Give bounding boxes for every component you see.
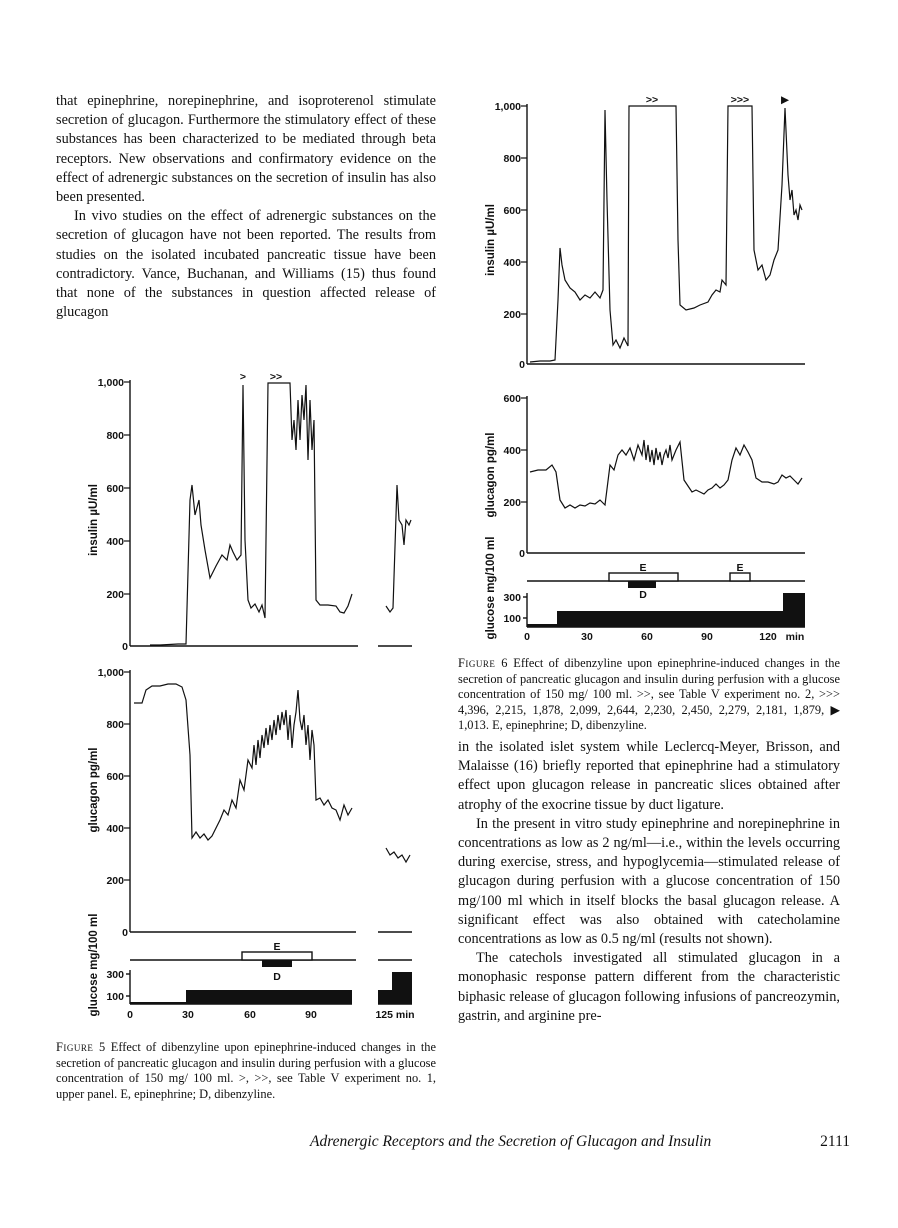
insulin-tick: 800 — [106, 430, 124, 442]
insulin-tick: 400 — [106, 536, 124, 548]
glucagon-tick: 600 — [503, 393, 521, 405]
figure-6-caption — [458, 656, 840, 734]
paragraph: The catechols investigated all stimulated glucagon in a monophasic response pattern different from the characteristic biphasic release of glucagon following infusions of pancreozymin, gastrin, and arginine pre- — [458, 950, 840, 1024]
insulin-ylabel: insulin µU/ml — [485, 204, 497, 276]
figure-label: Figure 6 — [458, 656, 508, 670]
x-tick: 60 — [641, 631, 653, 643]
bar-label-d: D — [639, 589, 647, 601]
bar-label-e2: E — [736, 562, 744, 574]
paragraph: In the present in vitro study epinephrine and norepinephrine in concentrations as low as 2 ng/ml—i.e., within the levels occurring during exercise, stress, and hypoglycemia—stimulated release of glucagon during perfusion with a glucose concentration of 150 mg/100 ml which in itself blocks the basal glucagon release. A significant effect was also obtained with catecholamine concentrations as low as 0.5 ng/ml (results not shown). — [458, 815, 840, 948]
page-footer — [310, 1133, 850, 1151]
x-tick: 30 — [182, 1009, 194, 1021]
bar-label-d: D — [273, 971, 281, 983]
x-tick: 60 — [244, 1009, 256, 1021]
glucose-ylabel: glucose mg/100 ml — [485, 536, 497, 640]
x-tick: 120 — [759, 631, 777, 643]
glucose-tick: 300 — [503, 592, 521, 604]
insulin-tick: 0 — [519, 359, 525, 371]
figure-label: Figure 5 — [56, 1040, 106, 1054]
insulin-tick: 200 — [106, 589, 124, 601]
glucagon-tick: 400 — [503, 445, 521, 457]
glucose-tick: 100 — [503, 613, 521, 625]
page-number: 2111 — [820, 1133, 850, 1150]
mark: >> — [645, 94, 659, 106]
glucagon-ylabel: glucagon pg/ml — [485, 432, 497, 518]
insulin-tick: 400 — [503, 257, 521, 269]
glucagon-tick: 200 — [503, 497, 521, 509]
x-tick-end: 125 min — [375, 1009, 415, 1021]
bar-label-e: E — [273, 941, 281, 953]
glucose-ylabel: glucose mg/100 ml — [88, 913, 100, 1017]
paragraph: in the isolated islet system while Leclercq-Meyer, Brisson, and Malaisse (16) briefly reported that epinephrine had a stimulatory effect upon glucagon release in pancreatic slices obtained after atrophy of the exocrine tissue by duct ligature. — [458, 739, 840, 813]
x-tick: 90 — [701, 631, 713, 643]
insulin-tick: 600 — [503, 205, 521, 217]
x-unit: min — [785, 631, 805, 643]
insulin-tick: 800 — [503, 153, 521, 165]
insulin-tick: 200 — [503, 309, 521, 321]
x-tick: 0 — [127, 1009, 133, 1021]
x-tick: 90 — [305, 1009, 317, 1021]
glucagon-tick: 1,000 — [97, 667, 124, 679]
bar-label-e: E — [639, 562, 647, 574]
caption-text: Effect of dibenzyline upon epinephrine-induced changes in the secretion of pancreatic glucagon and insulin during perfusion with a glucose concentration of 150 mg/ 100 ml. >>, see Table V experiment no. 2, >>> 4,396, 2,215, 1,878, 2,099, 2,644, 2,230, 2,450, 2,279, 2,181, 1,879, ▶ 1,013. E, epinephrine; D, dibenzyline. — [458, 656, 840, 733]
x-tick: 30 — [581, 631, 593, 643]
insulin-tick: 1,000 — [494, 101, 521, 113]
insulin-tick: 1,000 — [97, 377, 124, 389]
glucose-tick: 100 — [106, 991, 124, 1003]
caption-text: Effect of dibenzyline upon epinephrine-induced changes in the secretion of pancreatic glucagon and insulin during perfusion with a glucose concentration of 150 mg/ 100 ml. >, >>, see Table V experiment no. 1, upper panel. E, epinephrine; D, dibenzyline. — [56, 1040, 436, 1101]
mark: > — [239, 371, 247, 383]
insulin-tick: 600 — [106, 483, 124, 495]
glucose-tick: 300 — [106, 969, 124, 981]
glucagon-tick: 800 — [106, 719, 124, 731]
mark: >>> — [730, 94, 750, 106]
glucagon-tick: 0 — [122, 927, 128, 939]
insulin-tick: 0 — [122, 641, 128, 653]
x-tick: 0 — [524, 631, 530, 643]
glucagon-tick: 400 — [106, 823, 124, 835]
running-title: Adrenergic Receptors and the Secretion of Glucagon and Insulin — [310, 1133, 712, 1150]
mark: >> — [269, 371, 283, 383]
glucagon-ylabel: glucagon pg/ml — [88, 747, 100, 833]
insulin-ylabel: insulin µU/ml — [88, 484, 100, 556]
glucagon-tick: 600 — [106, 771, 124, 783]
paragraph: In vivo studies on the effect of adrenergic substances on the secretion of glucagon have not been reported. The results from studies on the isolated incubated pancreatic tissue have been contradictory. Vance, Buchanan, and Williams (15) thus found that none of the substances in question affected release of glucagon — [56, 208, 436, 321]
glucagon-tick: 0 — [519, 548, 525, 560]
mark: ▶ — [780, 94, 790, 106]
paragraph: that epinephrine, norepinephrine, and isoproterenol stimulate secretion of glucagon. Furthermore the stimulatory effect of these substances has been characterized to be mediated through beta receptors. New observations and confirmatory evidence on the effect of adrenergic substances on the secretion of insulin has also been presented. — [56, 93, 436, 206]
glucagon-tick: 200 — [106, 875, 124, 887]
